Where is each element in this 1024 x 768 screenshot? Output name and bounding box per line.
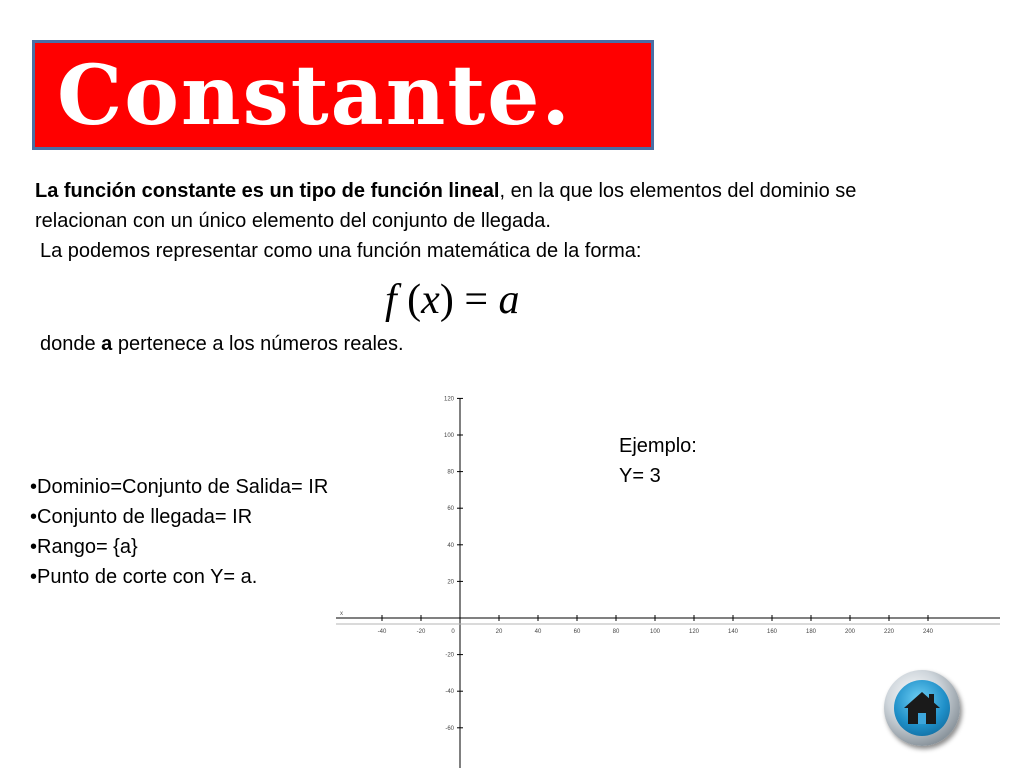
x-tick-label: 160 (766, 629, 778, 635)
x-tick-label: 200 (844, 629, 856, 635)
property-rango: •Rango= {a} (30, 536, 138, 558)
x-tick-label: -40 (377, 629, 387, 635)
donde-line (40, 329, 404, 359)
graph-ticks (378, 396, 934, 731)
y-tick-label: -60 (445, 725, 454, 732)
formula-f: f (385, 277, 397, 323)
y-tick-label: 40 (447, 542, 454, 549)
intro-line-1 (35, 176, 856, 206)
x-tick-label: 140 (727, 629, 739, 635)
x-tick-label: 60 (573, 629, 581, 635)
y-tick-label: 100 (443, 433, 454, 439)
x-tick-label: 20 (495, 629, 503, 635)
page-title: Constante. (57, 48, 572, 144)
y-tick-label: 80 (447, 469, 454, 476)
property-llegada: •Conjunto de llegada= IR (30, 506, 253, 528)
x-axis-label: x (340, 611, 343, 617)
x-tick-label: 0 (451, 629, 455, 635)
property-corte: •Punto de corte con Y= a. (30, 566, 258, 588)
y-tick-label: 120 (443, 396, 454, 403)
formula-close: ) = (439, 277, 499, 323)
x-tick-label: 100 (649, 629, 661, 635)
home-button-face (894, 680, 950, 736)
properties-list (30, 472, 328, 592)
home-button[interactable] (884, 670, 960, 746)
intro-rest: , en la que los elementos del dominio se (499, 180, 857, 202)
intro-bold: La función constante es un tipo de función lineal (35, 180, 500, 202)
intro-line-2: relacionan con un único elemento del conjunto de llegada. (35, 210, 551, 232)
x-tick-label: 80 (612, 629, 620, 635)
x-tick-label: -20 (416, 629, 426, 635)
property-dominio: •Dominio=Conjunto de Salida= IR (30, 476, 329, 498)
x-tick-label: 40 (534, 629, 542, 635)
y-tick-label: 60 (447, 506, 454, 513)
formula-a: a (498, 277, 520, 323)
formula (385, 276, 520, 324)
intro-line-3: La podemos representar como una función matemática de la forma: (40, 240, 642, 262)
home-icon (894, 680, 950, 736)
title-banner (32, 40, 654, 150)
formula-x: x (421, 277, 440, 323)
donde-pre: donde (40, 333, 102, 355)
example-label: Ejemplo: (619, 435, 697, 457)
y-tick-label: -20 (445, 652, 454, 659)
donde-post: pertenece a los números reales. (112, 333, 404, 355)
x-tick-label: 180 (805, 629, 817, 635)
donde-bold: a (101, 333, 113, 355)
formula-open: ( (396, 277, 422, 323)
example-equation: Y= 3 (619, 465, 661, 487)
x-tick-label: 120 (688, 629, 700, 635)
x-tick-label: 220 (883, 629, 895, 635)
y-tick-label: -40 (445, 689, 454, 696)
y-tick-label: 20 (447, 579, 454, 586)
x-tick-label: 240 (922, 629, 934, 635)
